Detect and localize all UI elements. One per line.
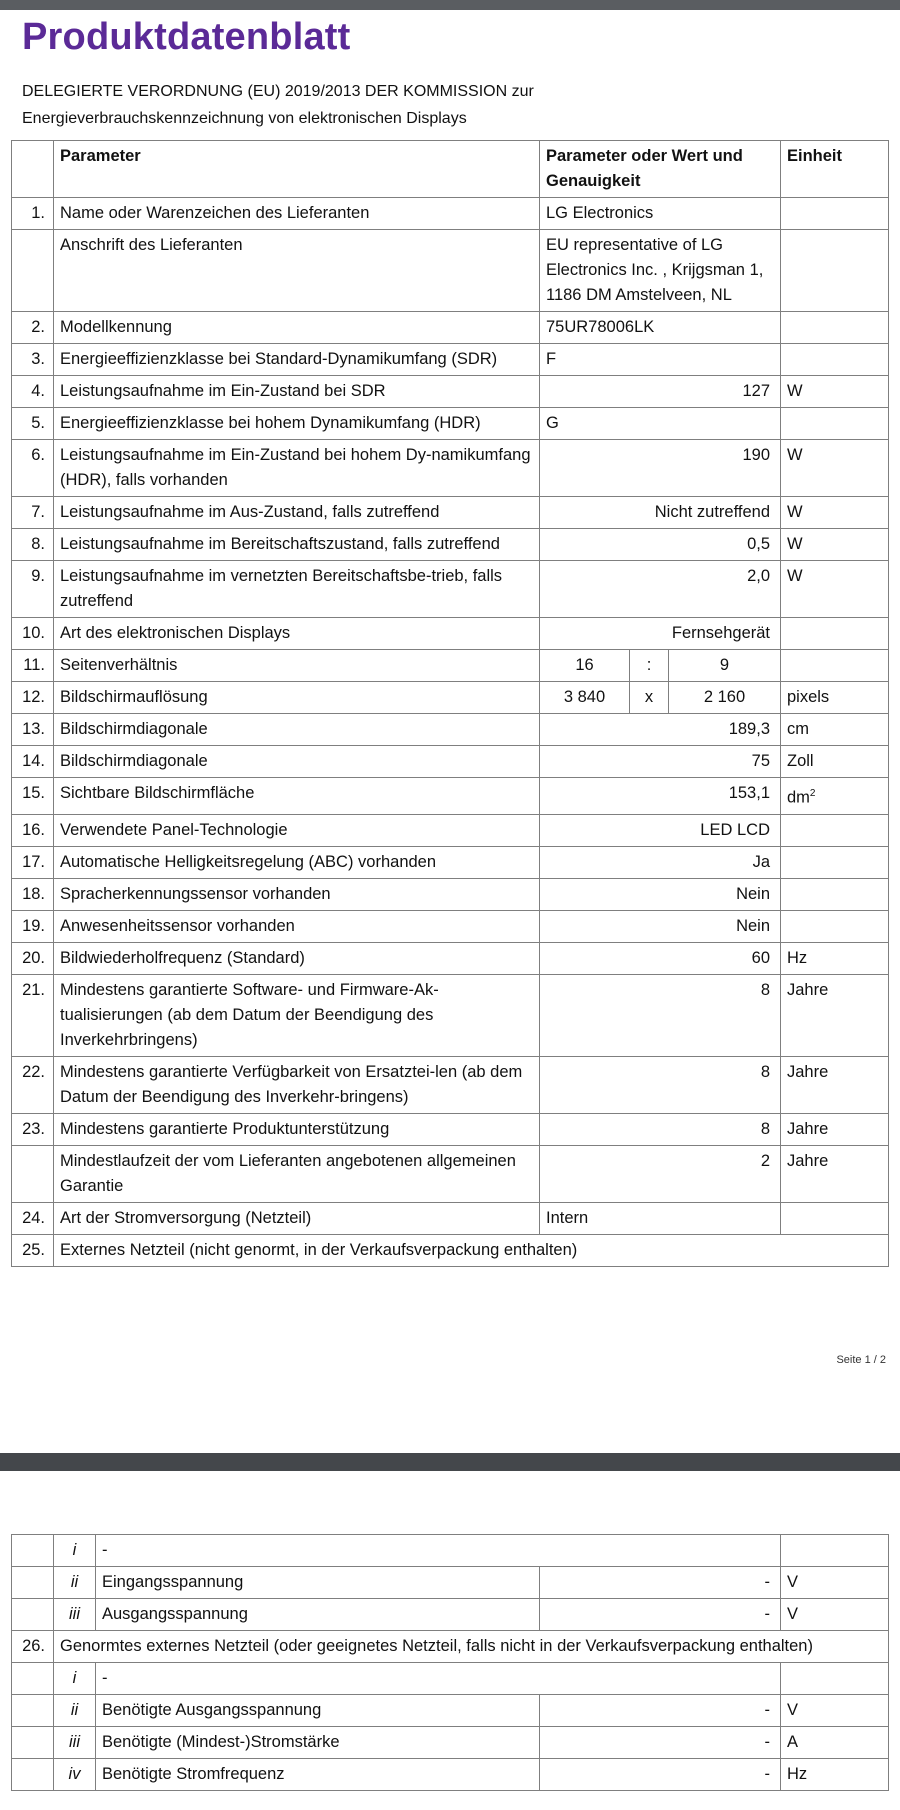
table-row: 19. Anwesenheitssensor vorhanden Nein — [12, 910, 889, 942]
table-row: 5. Energieeffizienzklasse bei hohem Dynamikumfang (HDR) G — [12, 408, 889, 440]
table-row: 26. Genormtes externes Netzteil (oder geeignetes Netzteil, falls nicht in der Verkaufsverpackung enthalten) — [12, 1631, 889, 1663]
table-row: iii Benötigte (Mindest-)Stromstärke - A — [12, 1727, 889, 1759]
table-row: i - — [12, 1535, 889, 1567]
table-row: ii Eingangsspannung - V — [12, 1567, 889, 1599]
product-data-table — [11, 140, 889, 1267]
table-row: i - — [12, 1663, 889, 1695]
product-data-table-page-2 — [11, 1534, 889, 1791]
table-row: 23. Mindestens garantierte Produktunterstützung 8 Jahre — [12, 1113, 889, 1145]
table-row: 8. Leistungsaufnahme im Bereitschaftszustand, falls zutreffend 0,5 W — [12, 529, 889, 561]
table-row: 7. Leistungsaufnahme im Aus-Zustand, falls zutreffend Nicht zutreffend W — [12, 497, 889, 529]
table-row: iii Ausgangsspannung - V — [12, 1599, 889, 1631]
table-row: 25. Externes Netzteil (nicht genormt, in der Verkaufsverpackung enthalten) — [12, 1234, 889, 1266]
table-row: iv Benötigte Stromfrequenz - Hz — [12, 1759, 889, 1791]
table-row: 21. Mindestens garantierte Software- und Firmware-Ak-tualisierungen (ab dem Datum der Beendigung des Inverkehrbringens) 8 Jahre — [12, 974, 889, 1056]
page-separator — [0, 1453, 900, 1471]
table-row: 9. Leistungsaufnahme im vernetzten Bereitschaftsbe-trieb, falls zutreffend 2,0 W — [12, 561, 889, 618]
regulation-line-2: Energieverbrauchskennzeichnung von elektronischen Displays — [22, 110, 467, 127]
table-row: 2. Modellkennung 75UR78006LK — [12, 312, 889, 344]
table-row: 1. Name oder Warenzeichen des Lieferanten LG Electronics — [12, 198, 889, 230]
table-row: Mindestlaufzeit der vom Lieferanten angebotenen allgemeinen Garantie 2 Jahre — [12, 1145, 889, 1202]
viewer-top-bar — [0, 0, 900, 10]
table-row: 3. Energieeffizienzklasse bei Standard-Dynamikumfang (SDR) F — [12, 344, 889, 376]
table-row: 11. Seitenverhältnis 16 : 9 — [12, 650, 889, 682]
table-row: 17. Automatische Helligkeitsregelung (ABC) vorhanden Ja — [12, 846, 889, 878]
table-row: 15. Sichtbare Bildschirmfläche 153,1 $dm^2$ — [12, 778, 889, 815]
table-row: 18. Spracherkennungssensor vorhanden Nein — [12, 878, 889, 910]
table-row: 22. Mindestens garantierte Verfügbarkeit von Ersatztei-len (ab dem Datum der Beendigung des Inverkehr-bringens) 8 Jahre — [12, 1056, 889, 1113]
header-parameter: Parameter — [54, 141, 540, 198]
table-row: 20. Bildwiederholfrequenz (Standard) 60 Hz — [12, 942, 889, 974]
table-row: 6. Leistungsaufnahme im Ein-Zustand bei hohem Dy-namikumfang (HDR), falls vorhanden 190 W — [12, 440, 889, 497]
regulation-line-1: DELEGIERTE VERORDNUNG (EU) 2019/2013 DER KOMMISSION zur — [22, 83, 534, 100]
table-row: 16. Verwendete Panel-Technologie LED LCD — [12, 814, 889, 846]
table-row: 24. Art der Stromversorgung (Netzteil) Intern — [12, 1202, 889, 1234]
table-row: ii Benötigte Ausgangsspannung - V — [12, 1695, 889, 1727]
table-row: 14. Bildschirmdiagonale 75 Zoll — [12, 746, 889, 778]
table-row: 4. Leistungsaufnahme im Ein-Zustand bei SDR 127 W — [12, 376, 889, 408]
table-header-row — [12, 141, 889, 198]
table-row: 13. Bildschirmdiagonale 189,3 cm — [12, 714, 889, 746]
table-row: 12. Bildschirmauflösung 3 840 x 2 160 pixels — [12, 682, 889, 714]
page-number: Seite 1 / 2 — [836, 1354, 886, 1366]
table-row: 10. Art des elektronischen Displays Fernsehgerät — [12, 618, 889, 650]
header-unit: Einheit — [781, 141, 889, 198]
header-value: Parameter oder Wert und Genauigkeit — [540, 141, 781, 198]
regulation-text — [22, 78, 534, 132]
page-title: Produktdatenblatt — [22, 16, 351, 58]
table-row: Anschrift des Lieferanten EU representative of LG Electronics Inc. , Krijgsman 1, 1186 DM Amstelveen, NL — [12, 230, 889, 312]
